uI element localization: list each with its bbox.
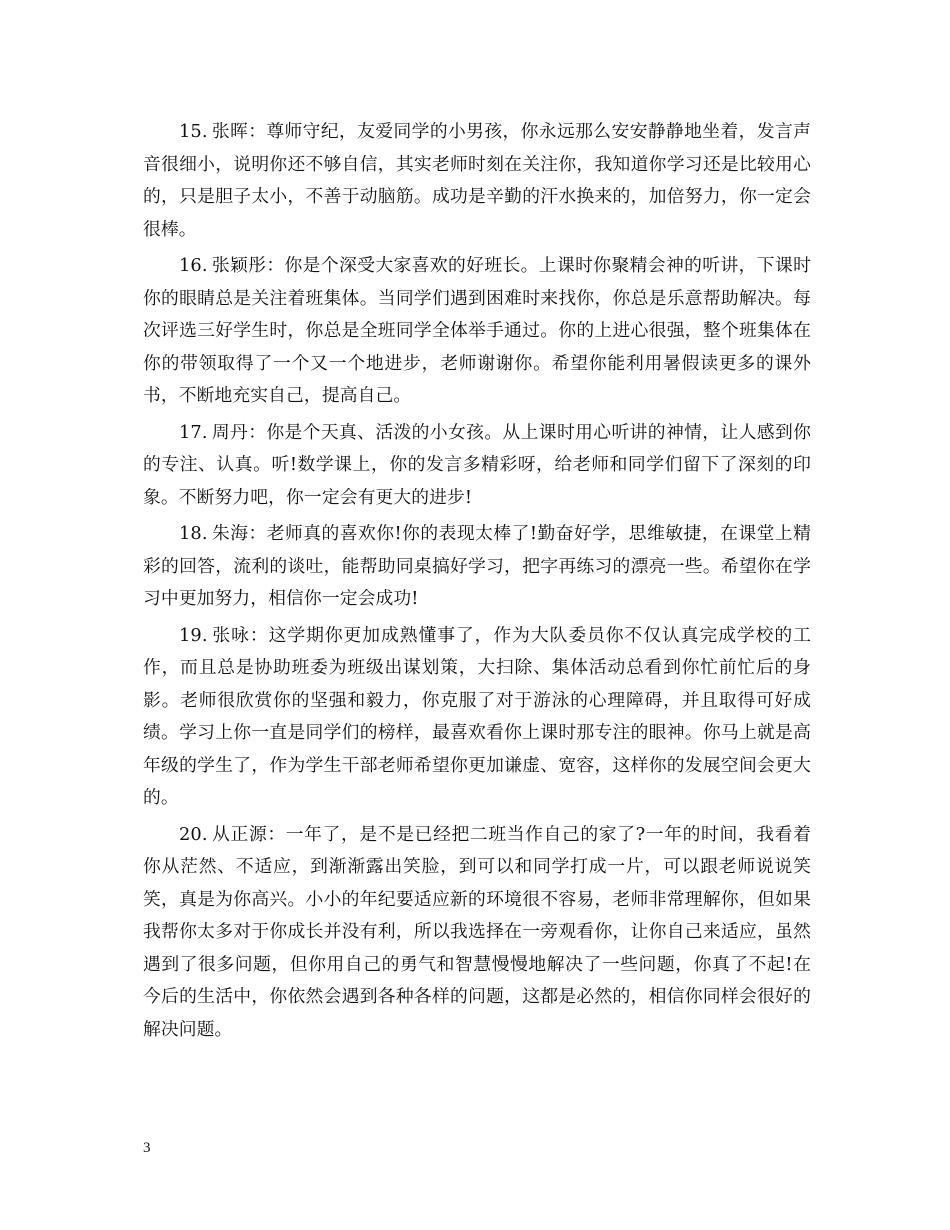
comment-text: 从正源：一年了，是不是已经把二班当作自己的家了?一年的时间，我看着你从茫然、不适应，到渐渐露出笑脸，到可以和同学打成一片，可以跟老师说说笑笑，真是为你高兴。小小的年纪要适应新的环境很不容易，老师非常理解你，但如果我帮你太多对于你成长并没有利，所以我选择在一旁观看你，让你自己来适应，虽然遇到了很多问题，但你用自己的勇气和智慧慢慢地解决了一些问题，你真了不起!在今后的生活中，你依然会遇到各种各样的问题，这都是必然的，相信你同样会很好的解决问题。: [143, 823, 811, 1040]
comments-body: [143, 116, 811, 1046]
comment-text: 张颖彤：你是个深受大家喜欢的好班长。上课时你聚精会神的听讲，下课时你的眼睛总是关注着班集体。当同学们遇到困难时来找你，你总是乐意帮助解决。每次评选三好学生时，你总是全班同学全体举手通过。你的上进心很强，整个班集体在你的带领取得了一个又一个地进步，老师谢谢你。希望你能利用暑假读更多的课外书，不断地充实自己，提高自己。: [143, 255, 811, 406]
comment-paragraph-17: [143, 417, 811, 515]
comment-number: 16.: [179, 255, 208, 276]
page-number: 3: [143, 1140, 151, 1156]
comment-paragraph-18: [143, 518, 811, 616]
comment-number: 19.: [179, 624, 208, 646]
comment-text: 朱海：老师真的喜欢你!你的表现太棒了!勤奋好学，思维敏捷，在课堂上精彩的回答，流利的谈吐，能帮助同桌搞好学习，把字再练习的漂亮一些。希望你在学习中更加努力，相信你一定会成功!: [143, 523, 811, 609]
comment-number: 20.: [179, 823, 208, 845]
comment-number: 15.: [179, 121, 208, 142]
comment-paragraph-19: [143, 620, 811, 815]
comment-text: 张咏：这学期你更加成熟懂事了，作为大队委员你不仅认真完成学校的工作，而且总是协助班委为班级出谋划策，大扫除、集体活动总看到你忙前忙后的身影。老师很欣赏你的坚强和毅力，你克服了对于游泳的心理障碍，并且取得可好成绩。学习上你一直是同学们的榜样，最喜欢看你上课时那专注的眼神。你马上就是高年级的学生了，作为学生干部老师希望你更加谦虚、宽容，这样你的发展空间会更大的。: [143, 624, 811, 808]
comment-number: 17.: [179, 421, 208, 443]
comment-paragraph-15: [143, 116, 811, 246]
comment-number: 18.: [179, 523, 208, 544]
comment-paragraph-20: [143, 819, 811, 1047]
comment-text: 周丹：你是个天真、活泼的小女孩。从上课时用心听讲的神情，让人感到你的专注、认真。听!数学课上，你的发言多精彩呀，给老师和同学们留下了深刻的印象。不断努力吧，你一定会有更大的进步!: [143, 421, 811, 508]
comment-text: 张晖：尊师守纪，友爱同学的小男孩，你永远那么安安静静地坐着，发言声音很细小，说明你还不够自信，其实老师时刻在关注你，我知道你学习还是比较用心的，只是胆子太小，不善于动脑筋。成功是辛勤的汗水换来的，加倍努力，你一定会很棒。: [143, 121, 811, 240]
comment-paragraph-16: [143, 250, 811, 413]
